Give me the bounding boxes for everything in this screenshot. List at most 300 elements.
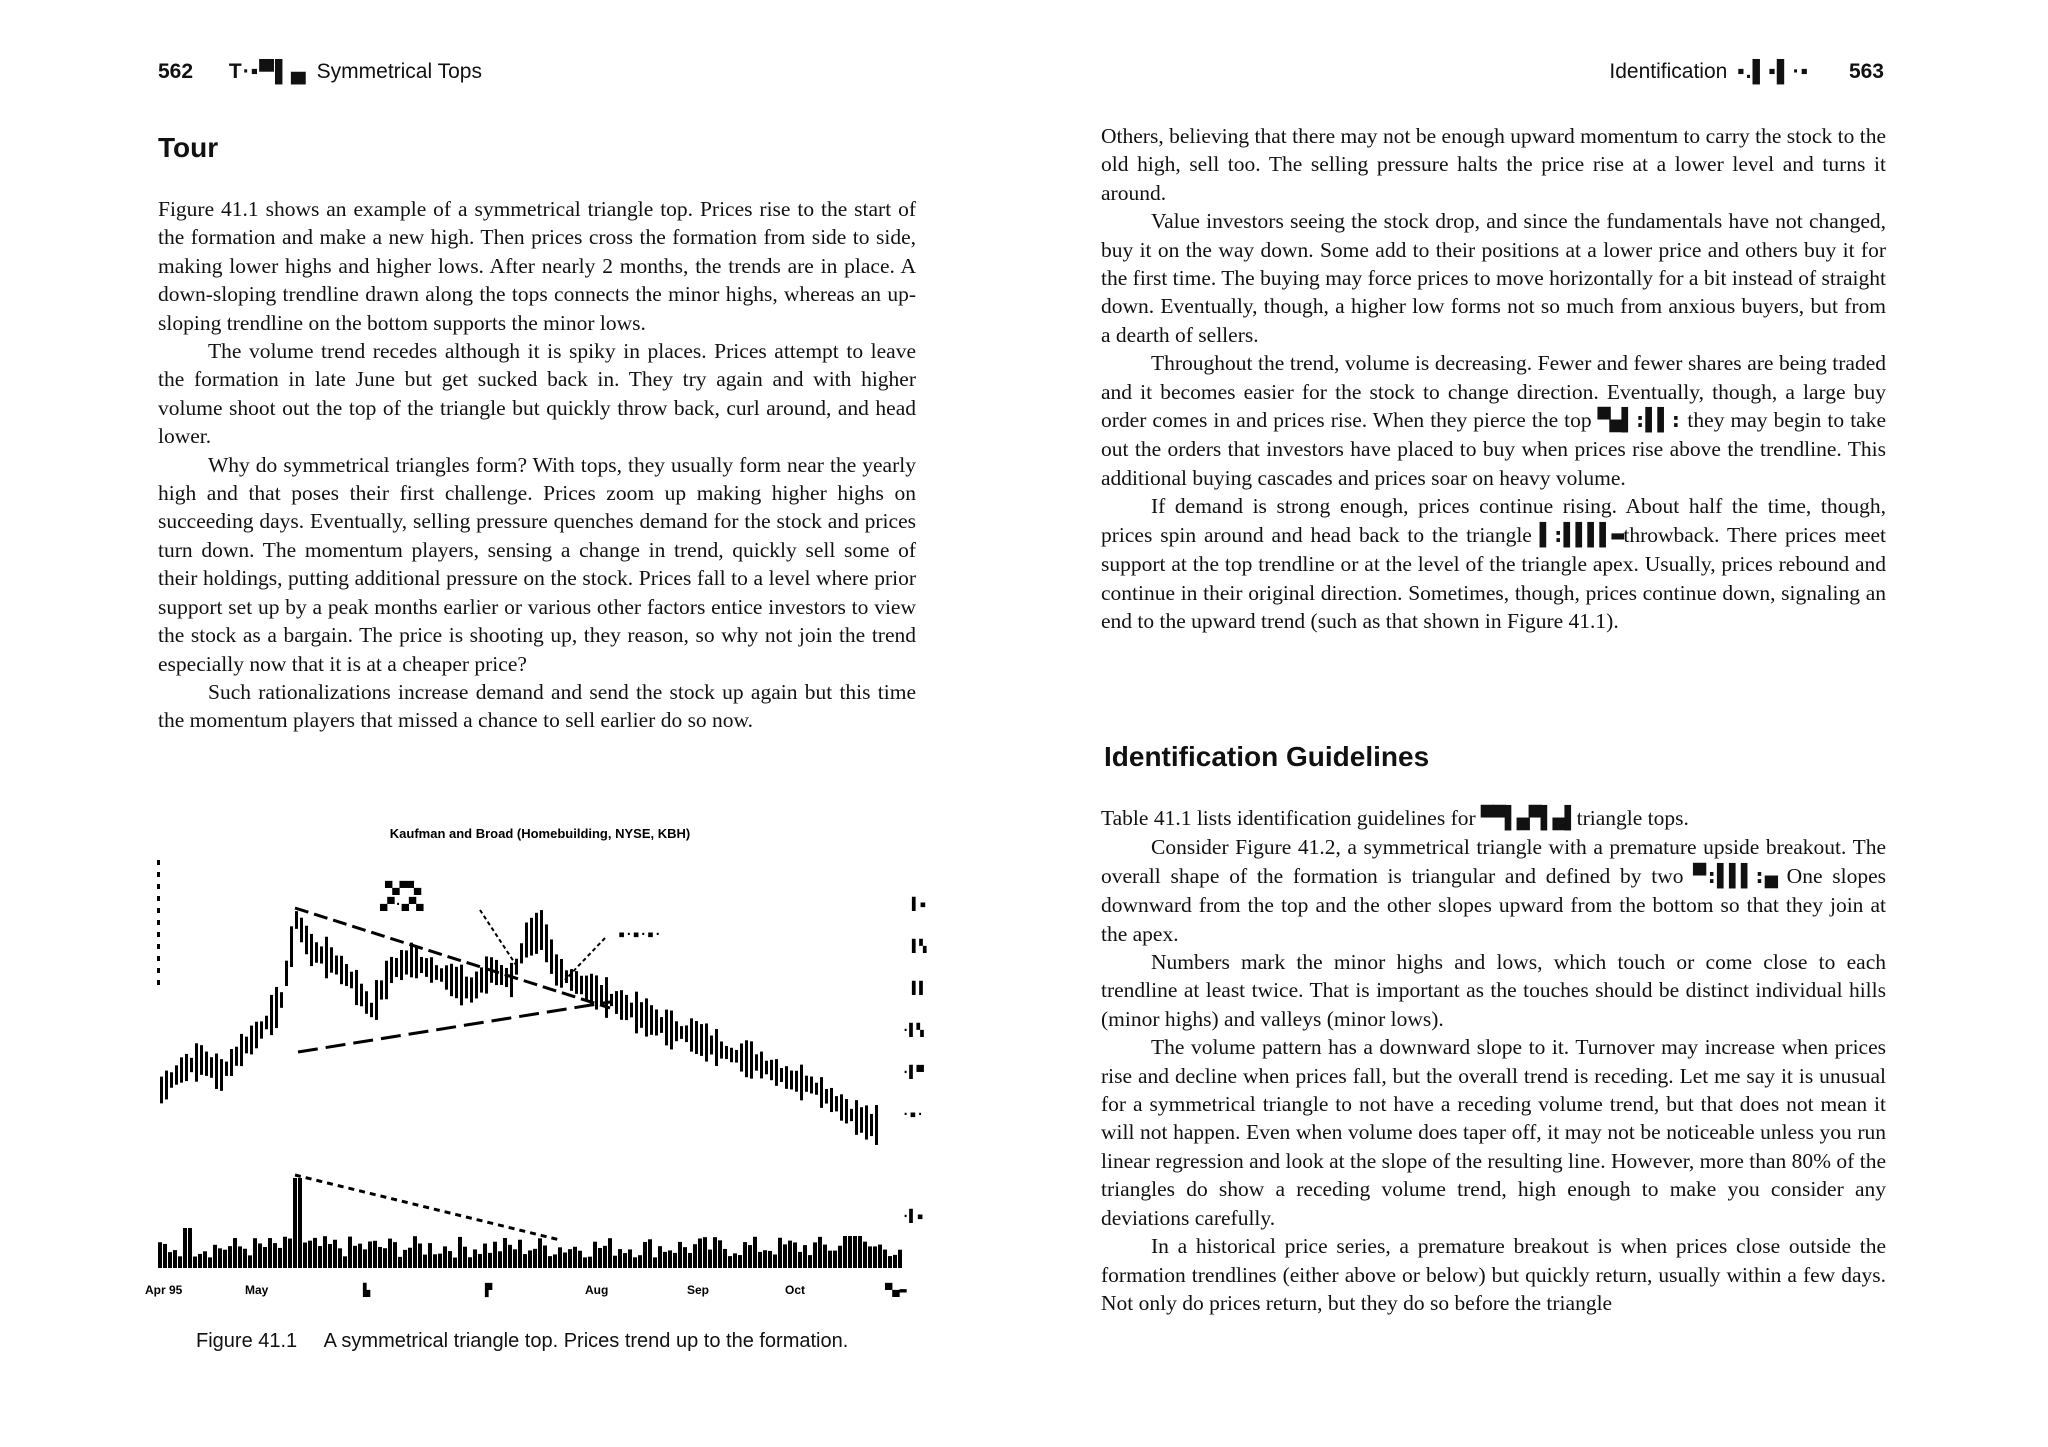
price-bar [410,943,413,978]
price-bar [850,1109,853,1121]
volume-bar [368,1241,372,1268]
right-page-number: 563 [1848,60,1884,83]
price-bar [860,1107,863,1133]
volume-bar [158,1242,162,1268]
guidelines-paragraph-2-b: One slopes downward from the top and the other slopes upward from the bottom so that they join at the apex. [1101,863,1887,946]
price-bar [355,970,358,1005]
price-bar [575,971,578,994]
price-bar [235,1047,238,1066]
price-bar [275,987,278,1028]
volume-bar [403,1250,407,1268]
volume-bar [433,1254,437,1268]
volume-bar [448,1251,452,1268]
price-bar [660,1017,663,1033]
annotation-mark-1: ▀▄▀▀▄ [385,881,422,895]
price-bar [185,1054,188,1081]
price-bar [505,968,508,987]
right-paragraph-4 [1101,492,1886,635]
price-bar [395,958,398,977]
price-bar [560,959,563,988]
volume-bar [888,1256,892,1268]
price-bar [245,1037,248,1054]
price-bar [165,1071,168,1100]
annotation-mark-3: ▪·▪·▪· [618,927,662,941]
volume-bar [203,1251,207,1268]
price-bar [450,964,453,996]
guidelines-paragraph-5: In a historical price series, a premature breakout is when prices close outside the formation trendlines (either above or below) but quickly return, usually within a few days. Not only do prices return, but they do so before the triangle [1101,1234,1886,1315]
x-label-may: May [245,1283,269,1297]
volume-bar [703,1237,707,1268]
left-body-text [158,195,916,735]
lower-trendline [298,1002,610,1052]
volume-bar [518,1240,522,1268]
volume-bar [533,1249,537,1268]
volume-bar [758,1252,762,1268]
price-bar [270,995,273,1035]
price-bar [405,950,408,974]
price-bar [845,1099,848,1123]
volume-bar [623,1253,627,1268]
volume-bar [463,1247,467,1268]
volume-bar [218,1248,222,1268]
price-bar [170,1072,173,1087]
volume-bar [498,1251,502,1268]
volume-trendline [295,1175,560,1240]
price-bar [475,972,478,999]
volume-bar [538,1238,542,1268]
volume-bar [333,1240,337,1268]
volume-bar [323,1236,327,1268]
price-bar [225,1062,228,1076]
price-bar [465,977,468,999]
price-bar [675,1021,678,1041]
figure-caption [196,1330,848,1353]
volume-bar [428,1243,432,1268]
price-bar [545,924,548,962]
price-bar [755,1054,758,1070]
price-bar [735,1050,738,1063]
left-axis-dots [157,860,160,985]
volume-bar [288,1239,292,1268]
price-bar [710,1036,713,1055]
price-bar [870,1114,873,1136]
price-bar [760,1052,763,1079]
price-bar [725,1046,728,1059]
volume-bar [223,1250,227,1268]
left-paragraph-1: Figure 41.1 shows an example of a symmetrical triangle top. Prices rise to the start of the formation and make a new high. Then prices cross the formation from side to side, making lower highs and higher lows. After nearly 2 months, the trends are in place. A down-sloping trendline drawn along the tops connects the minor highs, whereas an up-sloping trendline on the bottom supports the minor lows. [158,197,916,335]
price-bar [775,1059,778,1086]
price-bar [255,1022,258,1049]
price-bar [350,972,353,989]
x-label-aug: Aug [585,1283,609,1297]
volume-bar [858,1236,862,1268]
axis-dot [157,944,160,949]
price-bar [370,1003,373,1017]
volume-bar [343,1256,347,1268]
volume-bar [468,1257,472,1268]
price-bar [670,1011,673,1050]
volume-bar [383,1248,387,1268]
price-bar [260,1021,263,1038]
price-bar [365,991,368,1014]
axis-dot [157,968,160,973]
price-bar [765,1061,768,1075]
price-bar [515,959,518,975]
guidelines-paragraph-4: The volume pattern has a downward slope to it. Turnover may increase when prices rise and decline when prices fall, but the overall trend is receding. Let me say it is unusual for a symmetrical triangle to not have a receding volume trend, but that does not mean it will not happen. Even when volume does taper off, it may not be noticeable unless you run linear regression and look at the slope of the resulting line. However, more than 80% of the triangles do show a receding volume trend, high enough to make you consider any deviations carefully. [1101,1035,1886,1230]
price-bar [310,934,313,966]
right-axis-mark-7: ·▌▪ [902,1209,924,1223]
right-running-head-title: Identification [1609,60,1728,83]
price-bar [700,1024,703,1056]
right-paragraph-3-mark: ▀▄▌:▌▌: [1597,408,1682,434]
price-bar [565,970,568,983]
price-bar [690,1018,693,1051]
volume-bar [168,1252,172,1268]
volume-bar [808,1255,812,1268]
price-bar [825,1089,828,1104]
price-bar [705,1023,708,1061]
price-bar [175,1065,178,1084]
price-bar [630,1003,633,1018]
left-running-head [158,60,482,84]
price-bar [815,1083,818,1095]
volume-bar [743,1242,747,1268]
price-bar [220,1059,223,1091]
price-bar [790,1071,793,1090]
price-bar [865,1105,868,1139]
guidelines-paragraph-3: Numbers mark the minor highs and lows, which touch or come close to each trendline at least twice. That is important as the touches should be distinct individual hills (minor highs) and valleys (minor lows). [1101,950,1886,1031]
price-bar [605,977,608,1018]
volume-bar [513,1249,517,1268]
volume-bar [408,1248,412,1268]
right-page [1024,0,2048,1447]
price-bar [210,1057,213,1078]
volume-bar [708,1250,712,1268]
volume-bar [818,1237,822,1268]
left-running-head-title: Symmetrical Tops [316,60,482,83]
volume-bar [883,1250,887,1268]
price-bar [425,958,428,977]
volume-bar [863,1242,867,1268]
price-bar [360,984,363,1007]
volume-bar [763,1250,767,1268]
price-bar [655,1009,658,1035]
annotation-pointer-2 [565,938,605,980]
price-bar [435,965,438,980]
price-bar [875,1105,878,1145]
price-bar [345,964,348,986]
x-label-jun-garbled: ▙ [363,1283,371,1297]
price-bar [855,1100,858,1135]
volume-bar [233,1238,237,1268]
volume-bar [723,1249,727,1268]
volume-bar [633,1257,637,1268]
price-bar [420,957,423,973]
volume-bar [423,1255,427,1268]
volume-bar [353,1246,357,1268]
volume-bar [823,1245,827,1268]
price-bar [470,977,473,1002]
x-label-oct: Oct [785,1283,806,1297]
volume-bar [693,1244,697,1268]
volume-bar [718,1240,722,1268]
volume-bar [303,1243,307,1268]
volume-bar [268,1238,272,1268]
volume-bar [893,1255,897,1268]
volume-bar [673,1253,677,1268]
price-bar [695,1021,698,1054]
right-axis-mark-2: ▌▚ [912,939,927,953]
price-bar [535,913,538,954]
price-bar [525,923,528,958]
price-bar [625,995,628,1020]
volume-bar [543,1245,547,1268]
volume-bar [853,1236,857,1268]
price-bar [530,918,533,956]
volume-bar [503,1238,507,1268]
guidelines-paragraph-1 [1101,804,1886,833]
price-bar [460,965,463,1006]
volume-bar [588,1257,592,1268]
price-bar [680,1026,683,1039]
volume-bar [773,1254,777,1268]
price-bar [810,1077,813,1094]
price-bar [785,1066,788,1089]
volume-bar [173,1250,177,1268]
price-bar [380,980,383,999]
price-bar [400,950,403,980]
price-bar [595,975,598,1009]
axis-dot [157,884,160,889]
right-axis-mark-4: ·▌▚ [902,1023,924,1037]
price-bar [385,961,388,1000]
price-bar [780,1068,783,1082]
price-bar [230,1049,233,1076]
price-bar [485,956,488,993]
price-bar [570,969,573,991]
volume-bar [418,1244,422,1268]
volume-bar [573,1247,577,1268]
volume-bar [338,1248,342,1268]
right-axis-mark-5: ·▌▀ [902,1065,924,1079]
price-bar [770,1060,773,1080]
price-bar [340,956,343,984]
stock-chart [140,820,940,1310]
volume-bar [453,1258,457,1268]
volume-bar [508,1245,512,1268]
volume-bars [158,1178,902,1268]
volume-bar [838,1246,842,1268]
price-bar [745,1040,748,1077]
price-bar [280,992,283,1008]
volume-bar [648,1239,652,1268]
volume-bar [603,1246,607,1268]
price-bar [430,957,433,983]
price-bar [205,1052,208,1076]
price-bar [615,991,618,1014]
price-bar [480,967,483,992]
price-bar [295,911,298,929]
volume-bar [243,1249,247,1268]
price-bar [190,1058,193,1072]
volume-bar [793,1242,797,1268]
volume-bar [373,1241,377,1268]
axis-dot [157,980,160,985]
price-bar [715,1029,718,1066]
price-bar [330,947,333,972]
price-bar [610,994,613,1006]
volume-bar [278,1248,282,1268]
volume-bar [653,1257,657,1268]
x-label-nov-garbled: ▀▄▬ [885,1283,907,1297]
volume-bar [578,1251,582,1268]
volume-bar [283,1237,287,1268]
volume-bar [208,1257,212,1268]
volume-bar [798,1252,802,1268]
volume-bar [813,1242,817,1268]
right-axis-marks [902,896,927,1223]
left-paragraph-4: Such rationalizations increase demand and send the stock up again but this time the momentum players that missed a chance to sell earlier do so now. [158,679,916,733]
price-bar [510,963,513,997]
guidelines-paragraph-1-mark: ▀▀▌▄▀▌▄▌ [1481,806,1577,831]
price-bar [180,1057,183,1082]
volume-bar [553,1254,557,1268]
volume-bar [783,1244,787,1268]
volume-bar [183,1228,187,1268]
price-bar [200,1045,203,1075]
price-bar [750,1041,753,1078]
axis-dot [157,908,160,913]
guidelines-paragraph-1-b: triangle tops. [1576,806,1689,830]
x-label-jul-garbled: ▛ [485,1283,493,1297]
volume-bar [378,1247,382,1268]
volume-bar [593,1242,597,1268]
price-bar [555,954,558,985]
volume-bar [688,1253,692,1268]
volume-bar [548,1256,552,1268]
axis-dot [157,956,160,961]
volume-bar [263,1247,267,1268]
axis-dot [157,932,160,937]
volume-bar [273,1243,277,1268]
volume-bar [803,1245,807,1268]
volume-bar [298,1178,302,1268]
volume-bar [318,1246,322,1268]
chart-title: Kaufman and Broad (Homebuilding, NYSE, KBH) [389,826,691,841]
right-body-bottom [1101,804,1886,1317]
volume-bar [328,1244,332,1268]
price-bar [820,1077,823,1108]
volume-bar [833,1251,837,1268]
price-bar [215,1054,218,1089]
right-paragraph-1: Others, believing that there may not be enough upward momentum to carry the stock to the old high, sell too. The selling pressure halts the price rise at a lower level and turns it around. [1101,124,1886,205]
price-bar [265,1016,268,1030]
volume-bar [478,1254,482,1268]
guidelines-paragraph-2 [1101,833,1886,948]
volume-bar [713,1237,717,1268]
guidelines-paragraph-1-a: Table 41.1 lists identification guidelines for [1101,806,1476,830]
right-paragraph-2: Value investors seeing the stock drop, and since the fundamentals have not changed, buy it on the way down. Some add to their positions at a lower price and others buy it for the first time. The buying may force prices to move horizontally for a bit instead of straight down. Eventually, though, a higher low forms not so much from anxious buyers, but from a dearth of sellers. [1101,209,1886,347]
price-bar [550,939,553,973]
price-bar [840,1094,843,1120]
volume-bar [248,1255,252,1268]
guidelines-paragraph-2-a: Consider Figure 41.2, a symmetrical triangle with a premature upside breakout. The overall shape of the formation is triangular and defined by two [1101,835,1886,888]
price-bar [290,926,293,967]
volume-bar [198,1254,202,1268]
right-paragraph-4-b: throwback. There prices meet support at the top trendline or at the level of the triangle apex. Usually, prices rebound and continue in their original direction. Sometimes, though, prices continue down, signaling an end to the upward trend (such as that shown in Figure 41.1). [1101,522,1887,633]
volume-bar [678,1242,682,1268]
volume-bar [473,1249,477,1268]
volume-bar [238,1246,242,1268]
volume-bar [618,1249,622,1268]
price-bar [620,990,623,1020]
price-bar [645,998,648,1036]
volume-bar [493,1242,497,1268]
volume-bar [293,1178,297,1268]
volume-bar [778,1238,782,1268]
price-bar [580,976,583,994]
volume-bar [613,1256,617,1268]
volume-bar [163,1244,167,1268]
price-bar [500,965,503,985]
identification-guidelines-heading: Identification Guidelines [1104,741,1430,772]
left-paragraph-3: Why do symmetrical triangles form? With tops, they usually form near the yearly high and that poses their first challenge. Prices zoom up making higher highs on succeeding days. Eventually, selling pressure quenches demand for the stock and prices turn down. The momentum players, sensing a change in trend, quickly sell some of their holdings, putting additional pressure on the stock. Prices fall to a level where prior support set up by a peak months earlier or various other factors entice investors to view the stock as a bargain. The price is shooting up, they reason, so why not join the trend especially now that it is at a cheaper price? [158,452,916,676]
volume-bar [348,1237,352,1268]
volume-bar [523,1254,527,1268]
right-running-head [1609,60,1884,84]
volume-bar [188,1228,192,1268]
volume-bar [638,1255,642,1268]
volume-bar [608,1238,612,1268]
price-bar [640,1002,643,1028]
volume-bar [658,1246,662,1268]
volume-bar [663,1252,667,1268]
volume-bar [598,1248,602,1268]
volume-bar [873,1246,877,1268]
volume-bar [568,1249,572,1268]
right-axis-mark-6: ·▪· [902,1107,924,1121]
price-bar [685,1025,688,1042]
price-bar [665,1010,668,1046]
volume-bar [313,1238,317,1268]
axis-dot [157,860,160,865]
price-bar [335,956,338,975]
price-bar [835,1096,838,1111]
volume-bar [358,1244,362,1268]
volume-bar [363,1249,367,1268]
volume-bar [843,1236,847,1268]
volume-bar [558,1247,562,1268]
price-bar [730,1048,733,1062]
volume-bar [488,1253,492,1268]
volume-bar [748,1245,752,1268]
price-bar [195,1043,198,1081]
volume-bar [753,1237,757,1268]
price-bar [520,943,523,963]
volume-bar [878,1245,882,1268]
volume-bar [228,1246,232,1268]
volume-bar [438,1254,442,1268]
price-bar [390,957,393,983]
volume-bar [213,1245,217,1268]
volume-bar [628,1249,632,1268]
price-bar [315,942,318,962]
left-paragraph-2: The volume trend recedes although it is spiky in places. Prices attempt to leave the formation in late June but get sucked back in. They try again and with higher volume shoot out the top of the triangle but quickly throw back, curl around, and head lower. [158,339,916,449]
volume-bar [563,1252,567,1268]
price-bar [720,1041,723,1058]
volume-bar [728,1256,732,1268]
volume-bar [178,1256,182,1268]
